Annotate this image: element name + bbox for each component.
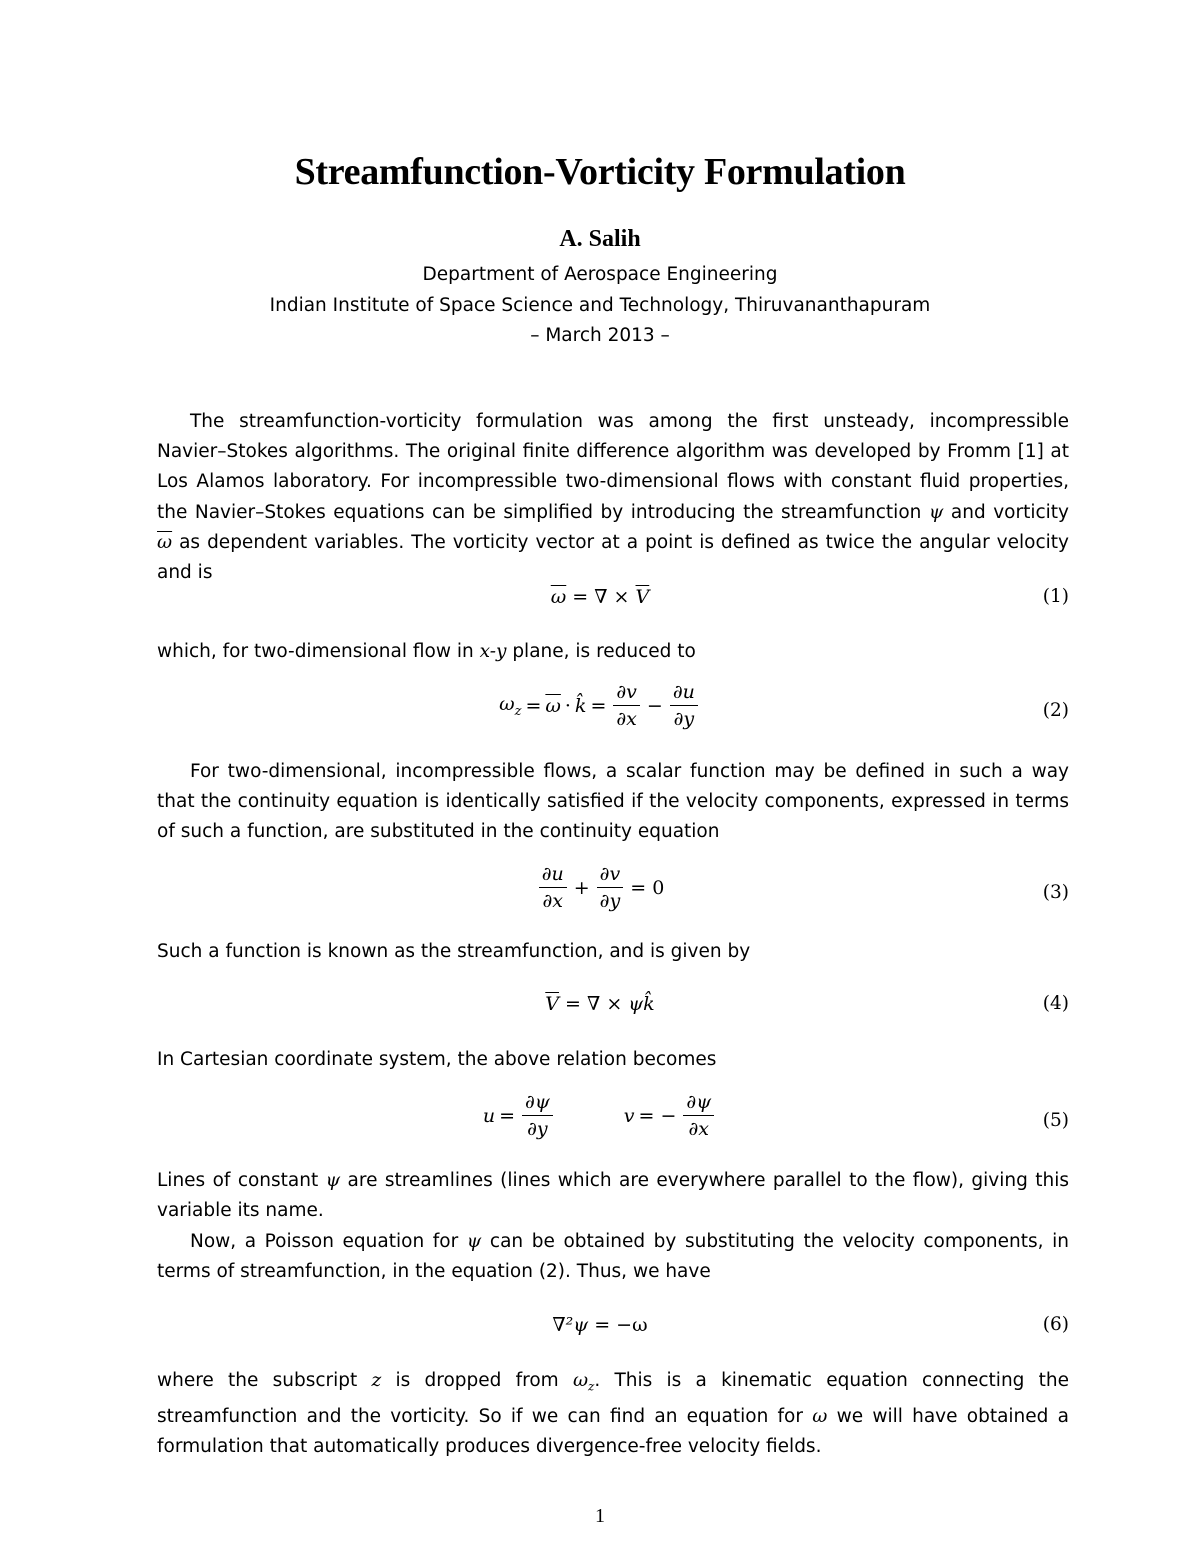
paragraph-8: where the subscript z is dropped from $\omega_z$. This is a kinematic equation connecting the streamfunction and the vorticity. So if we can find an equation for ω we will have obtained a formulation that automatically produces divergence-free velocity fields. [157, 1370, 1070, 1458]
equation-1: $\overline{\omega}$ = ∇ × $\overline{V}$ (1) [550, 586, 1069, 608]
equation-number: (6) [1042, 1314, 1069, 1335]
equation-number: (2) [1042, 700, 1069, 721]
psi-symbol: ψ [928, 501, 944, 523]
intro-paragraph: The streamfunction-vorticity formulation was among the first unsteady, incompressible Navier–Stokes algorithms. The original finite difference algorithm was developed by Fromm [1] at Los Alamos laboratory. For incompressible two-dimensional flows with constant fluid properties, the Navier–Stokes equations can be simplified by introducing the streamfunction ψ and vorticity $\overline{\omega}$ as dependent variables. The vorticity vector at a point is defined as twice the angular velocity and is [157, 411, 1069, 584]
equation-6: ∇²ψ = −ω (6) [552, 1314, 1069, 1336]
equation-4: $\overline{V}$ = ∇ × ψk̂ (4) [545, 993, 1069, 1015]
paragraph-7: Now, a Poisson equation for ψ can be obtained by substituting the velocity components, in terms of streamfunction, in the equation (2). Thus, we have [157, 1231, 1069, 1283]
department: Department of Aerospace Engineering [422, 264, 778, 285]
paragraph-5: In Cartesian coordinate system, the above relation becomes [157, 1049, 717, 1070]
equation-2: $\omega_z$ = $\overline{\omega}$ · k̂ = $\frac{\partial v}{\partial x}$ − $\frac{\partial u}{\partial y}$ (2) [499, 681, 1069, 730]
institute: Indian Institute of Space Science and Technology, Thiruvananthapuram [269, 295, 931, 316]
equation-number: (5) [1042, 1110, 1069, 1131]
equation-number: (1) [1042, 586, 1069, 607]
equation-3: $\frac{\partial u}{\partial x}$ + $\frac{\partial v}{\partial y}$ = 0 (3) [0, 862, 1200, 913]
author-name: A. Salih [559, 226, 641, 252]
page-number: 1 [595, 1505, 605, 1527]
equation-number: (3) [1042, 882, 1069, 903]
equation-number: (4) [1042, 993, 1069, 1014]
paragraph-2: which, for two-dimensional flow in x-y plane, is reduced to [157, 641, 696, 662]
paragraph-3: For two-dimensional, incompressible flows, a scalar function may be defined in such a way that the continuity equation is identically satisfied if the velocity components, expressed in terms of such a function, are substituted in the continuity equation [157, 761, 1069, 843]
equation-5: u = $\frac{\partial\psi}{\partial y}$ v = − $\frac{\partial\psi}{\partial x}$ (5) [482, 1091, 1069, 1140]
paragraph-4: Such a function is known as the streamfunction, and is given by [157, 941, 751, 962]
date: – March 2013 – [530, 325, 670, 346]
paragraph-6: Lines of constant ψ are streamlines (lines which are everywhere parallel to the flow), giving this variable its name. [157, 1170, 1069, 1222]
paper-title: Streamfunction-Vorticity Formulation [294, 151, 906, 193]
omega-vector-symbol: $\overline{\omega}$ [157, 531, 173, 553]
